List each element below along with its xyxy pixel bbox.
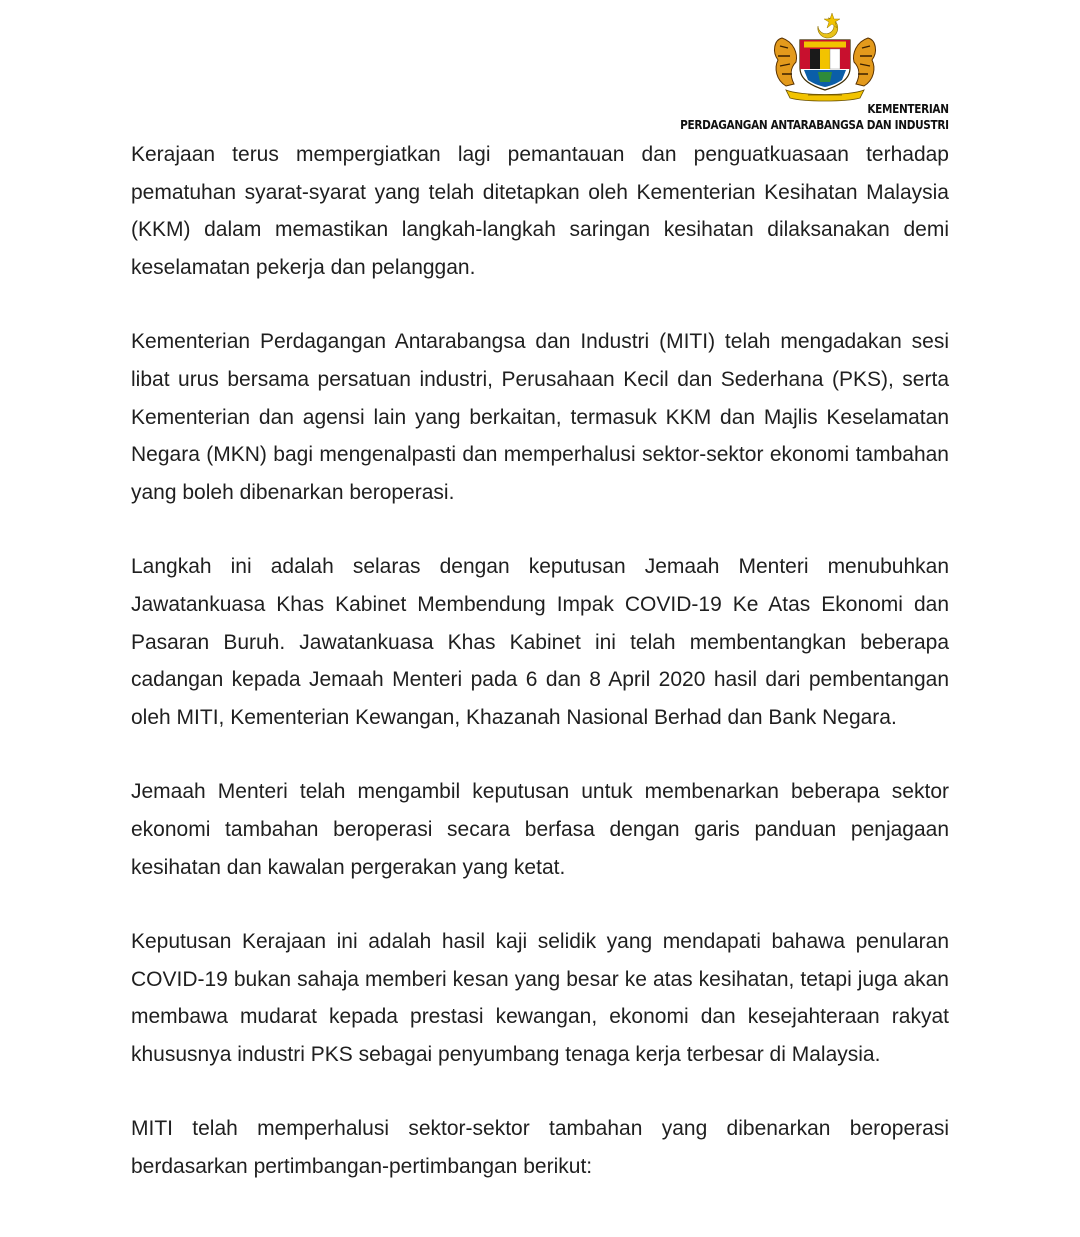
paragraph-5: Keputusan Kerajaan ini adalah hasil kaji selidik yang mendapati bahawa penularan COVID-19 bukan sahaja memberi kesan yang besar ke atas kesihatan, tetapi juga akan membawa mudarat kepada prestasi kewangan, ekonomi dan kesejahteraan rakyat khususnya industri PKS sebagai penyumbang tenaga kerja terbesar di Malaysia.: [131, 930, 949, 1066]
malaysia-coat-of-arms-icon: [760, 10, 890, 102]
ministry-name: [680, 101, 949, 133]
paragraph-2: Kementerian Perdagangan Antarabangsa dan Industri (MITI) telah mengadakan sesi libat urus bersama persatuan industri, Perusahaan Kecil dan Sederhana (PKS), serta Kementerian dan agensi lain yang berkaitan, termasuk KKM dan Majlis Keselamatan Negara (MKN) bagi mengenalpasti dan memperhalusi sektor-sektor ekonomi tambahan yang boleh dibenarkan beroperasi.: [131, 330, 949, 504]
ministry-line-1: KEMENTERIAN: [867, 101, 949, 116]
ministry-line-2: PERDAGANGAN ANTARABANGSA DAN INDUSTRI: [680, 117, 949, 132]
paragraph-6: MITI telah memperhalusi sektor-sektor tambahan yang dibenarkan beroperasi berdasarkan pertimbangan-pertimbangan berikut:: [131, 1117, 949, 1179]
paragraph-3: Langkah ini adalah selaras dengan keputusan Jemaah Menteri menubuhkan Jawatankuasa Khas Kabinet Membendung Impak COVID-19 Ke Atas Ekonomi dan Pasaran Buruh. Jawatankuasa Khas Kabinet ini telah membentangkan beberapa cadangan kepada Jemaah Menteri pada 6 dan 8 April 2020 hasil dari pembentangan oleh MITI, Kementerian Kewangan, Khazanah Nasional Berhad dan Bank Negara.: [131, 555, 949, 729]
paragraph-1: Kerajaan terus mempergiatkan lagi pemantauan dan penguatkuasaan terhadap pematuhan syarat-syarat yang telah ditetapkan oleh Kementerian Kesihatan Malaysia (KKM) dalam memastikan langkah-langkah saringan kesihatan dilaksanakan demi keselamatan pekerja dan pelanggan.: [131, 143, 949, 279]
paragraph-4: Jemaah Menteri telah mengambil keputusan untuk membenarkan beberapa sektor ekonomi tambahan beroperasi secara berfasa dengan garis panduan penjagaan kesihatan dan kawalan pergerakan yang ketat.: [131, 780, 949, 879]
document-body: [131, 136, 949, 1223]
coat-of-arms-logo: [760, 10, 890, 102]
